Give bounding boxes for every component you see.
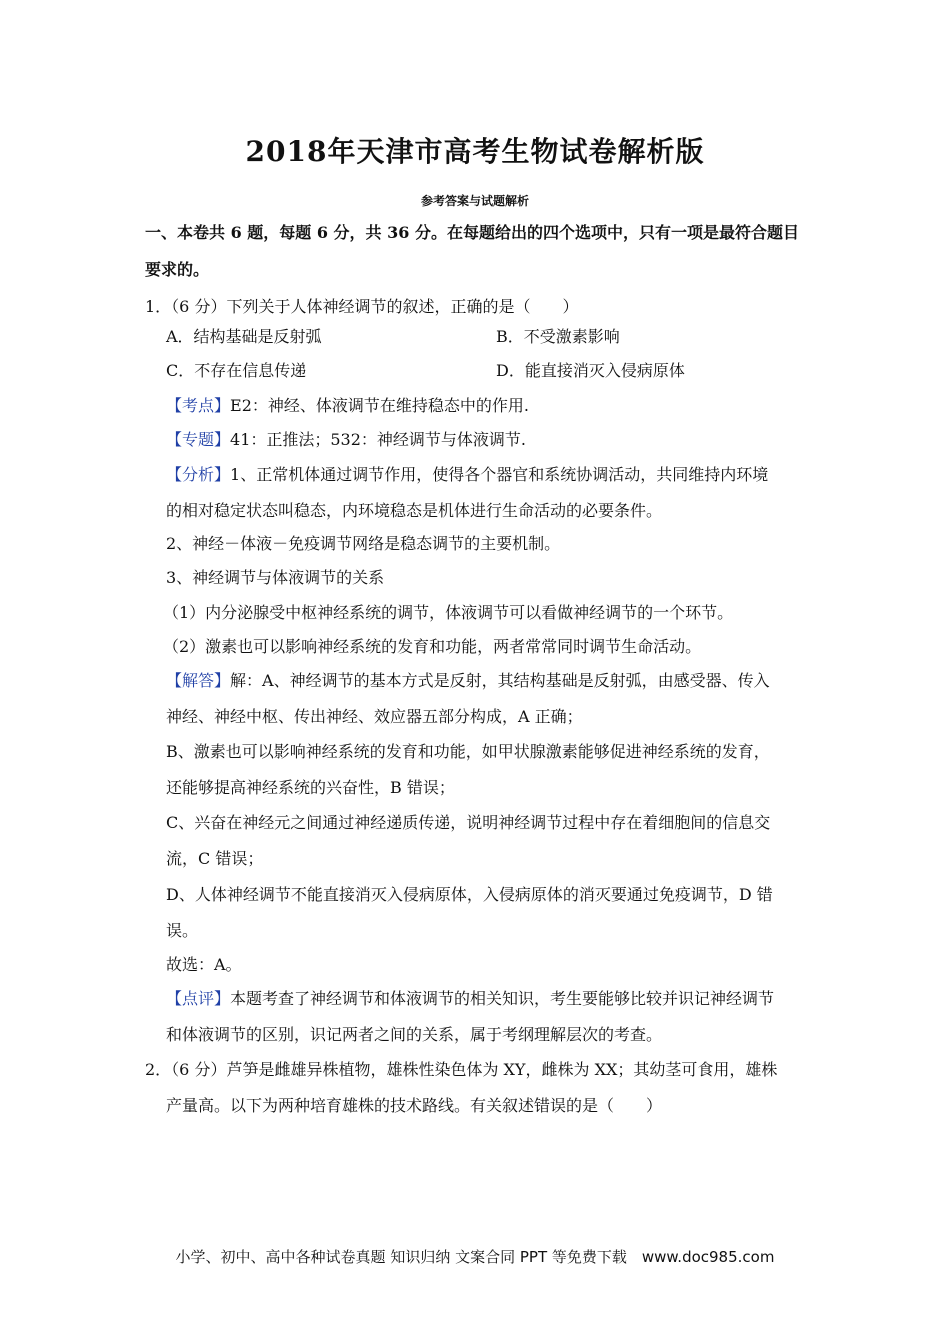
q2-line2: 产量高。以下为两种培育雄株的技术路线。有关叙述错误的是（ ） [166, 1096, 663, 1115]
section-heading-line2: 要求的。 [145, 260, 210, 279]
q1-fenxi-line4: 3、神经调节与体液调节的关系 [166, 568, 385, 587]
q1-jieda-line8: 误。 [166, 921, 199, 940]
q1-fenxi-line5: （1）内分泌腺受中枢神经系统的调节，体液调节可以看做神经调节的一个环节。 [163, 603, 734, 622]
q1-dianping-line1 [166, 988, 774, 1010]
q2-line1: 2．（6 分）芦笋是雌雄异株植物，雄株性染色体为 XY，雌株为 XX；其幼茎可食用，雄株 [145, 1060, 778, 1079]
footer-text: 小学、初中、高中各种试卷真题 知识归纳 文案合同 PPT 等免费下载 www.doc985.com [175, 1248, 775, 1266]
q1-kaodian [166, 395, 529, 417]
q1-fenxi-line3: 2、神经－体液－免疫调节网络是稳态调节的主要机制。 [166, 534, 561, 553]
q1-stem: 1．（6 分）下列关于人体神经调节的叙述，正确的是（ ） [145, 297, 579, 316]
section-heading-line1: 一、本卷共 6 题，每题 6 分，共 36 分。在每题给出的四个选项中，只有一项是最符合题目 [145, 223, 799, 242]
q1-fenxi-line6: （2）激素也可以影响神经系统的发育和功能，两者常常同时调节生命活动。 [163, 637, 702, 656]
fenxi-text-1: 1、正常机体通过调节作用，使得各个器官和系统协调活动，共同维持内环境 [230, 465, 769, 484]
q1-option-a: A．结构基础是反射弧 [166, 327, 322, 346]
q1-fenxi-line1 [166, 464, 768, 486]
q1-zhuanti [166, 429, 526, 451]
kaodian-tag: 【考点】 [166, 396, 231, 415]
q1-jieda-line7: D、人体神经调节不能直接消灭入侵病原体，入侵病原体的消灭要通过免疫调节，D 错 [166, 885, 773, 904]
q1-dianping-line2: 和体液调节的区别，识记两者之间的关系，属于考纲理解层次的考查。 [166, 1025, 663, 1044]
q1-fenxi-line2: 的相对稳定状态叫稳态，内环境稳态是机体进行生命活动的必要条件。 [166, 501, 663, 520]
fenxi-tag: 【分析】 [166, 465, 231, 484]
jieda-tag: 【解答】 [166, 671, 231, 690]
zhuanti-tag: 【专题】 [166, 430, 231, 449]
q1-jieda-line3: B、激素也可以影响神经系统的发育和功能，如甲状腺激素能够促进神经系统的发育， [166, 742, 770, 761]
jieda-text-1: 解：A、神经调节的基本方式是反射，其结构基础是反射弧，由感受器、传入 [230, 671, 770, 690]
page-title: 2018年天津市高考生物试卷解析版 [245, 135, 705, 168]
zhuanti-text: 41：正推法；532：神经调节与体液调节. [230, 430, 527, 449]
q1-option-d: D．能直接消灭入侵病原体 [496, 361, 685, 380]
q1-option-c: C．不存在信息传递 [166, 361, 307, 380]
q1-jieda-line5: C、兴奋在神经元之间通过神经递质传递，说明神经调节过程中存在着细胞间的信息交 [166, 813, 771, 832]
kaodian-text: E2：神经、体液调节在维持稳态中的作用. [230, 396, 529, 415]
q1-option-b: B．不受激素影响 [496, 327, 620, 346]
q1-jieda-line9: 故选：A。 [166, 955, 242, 974]
page-subtitle: 参考答案与试题解析 [420, 194, 529, 208]
q1-jieda-line6: 流，C 错误； [166, 849, 264, 868]
q1-jieda-line4: 还能够提高神经系统的兴奋性，B 错误； [166, 778, 455, 797]
dianping-text-1: 本题考查了神经调节和体液调节的相关知识，考生要能够比较并识记神经调节 [230, 989, 775, 1008]
q1-jieda-line2: 神经、神经中枢、传出神经、效应器五部分构成，A 正确； [166, 707, 583, 726]
q1-jieda-line1 [166, 670, 770, 692]
dianping-tag: 【点评】 [166, 989, 231, 1008]
